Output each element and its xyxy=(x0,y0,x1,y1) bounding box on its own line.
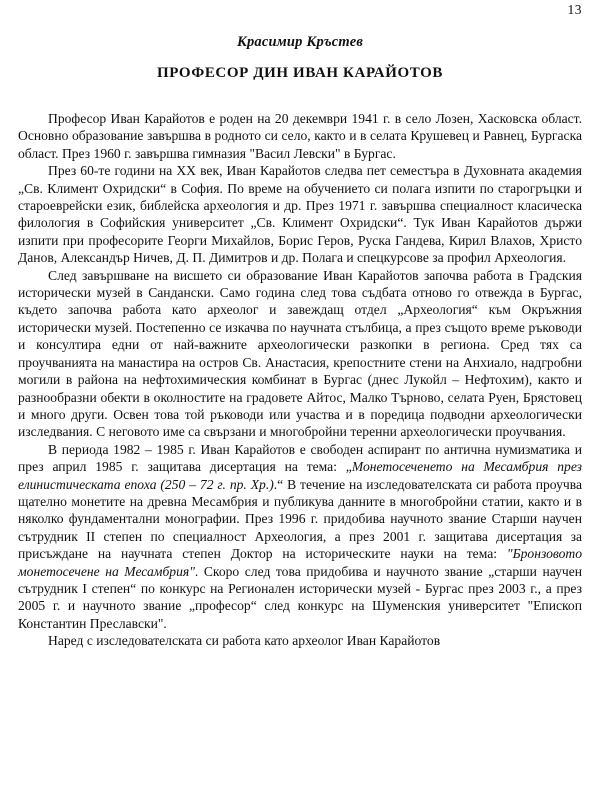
paragraph-2: През 60-те години на ХХ век, Иван Карайотов следва пет семестъра в Духовната академия „Св. Климент Охридски“ в София. По време на обучението си полага изпити по старогръцки и староеврейски език, библейска археология и др. През 1971 г. завършва специалност класическа филология в Софийския университет „Св. Климент Охридски“. Тук Иван Карайотов държи изпити при професорите Георги Михайлов, Борис Геров, Руска Гандева, Кирил Влахов, Христо Данов, Александър Ничев, Д. П. Димитров и др. Полага и спецкурсове за профил Археология. xyxy=(18,163,582,266)
title-block xyxy=(0,0,600,82)
author-name: Красимир Кръстев xyxy=(236,34,364,50)
text-run-normal-4: . Скоро след това придобива и научното звание „старши научен сътрудник I степен“ по конкурс на Регионален исторически музей - Бургас през 2003 г., а през 2005 г. и научното звание „професор“ след конкурс на Шуменския университет "Епископ Константин Преславски". xyxy=(18,563,583,631)
paragraph-3: След завършване на висшето си образование Иван Карайотов започва работа в Градския исторически музей в Сандански. Само година след това съдбата отново го отвежда в Бургас, където започва работа като археолог и завеждащ отдел „Археология“ към Окръжния исторически музей. Постепенно се изкачва по научната стълбица, а през същото време ръководи и консултира едни от най-важните археологически разкопки в региона. Сред тях са проучванията на манастира на остров Св. Анастасия, крепостните стени на Анхиало, надгробни могили в района на нефтохимическия комбинат в Бургас (днес Лукойл – Нефтохим), както и разнообразни обекти в околностите на градовете Айтос, Малко Търново, селата Руен, Брястовец и много други. Освен това той ръководи или участва и в поредица подводни археологически изследвания. С неговото име са свързани и многобройни теренни археологически проучвания. xyxy=(18,267,582,440)
paragraph-4 xyxy=(18,441,582,632)
paragraph-5: Наред с изследователската си работа като археолог Иван Карайотов xyxy=(48,633,441,649)
page-number: 13 xyxy=(567,2,582,17)
text-run-italic-1: Монетосеченето на Месамбрия през елинистическата епоха (250 – 72 г. пр. Хр.) xyxy=(18,459,582,492)
page-title: ПРОФЕСОР ДИН ИВАН КАРАЙОТОВ xyxy=(156,65,444,81)
text-run-normal-2: .“ В течение на изследователската си работа проучва щателно монетите на древна Месамбрия и публикува данните в многобройни статии, както и в няколко фундаментални монографии. През 1996 г. придобива научното звание Старши научен сътрудник II степен по специалност Археология, а през 2001 г. защитава дисертация за присъждане на научната степен Доктор на историческите науки на тема: xyxy=(18,476,582,562)
text-run-italic-3: "Бронзовото монетосечене на Месамбрия" xyxy=(18,546,582,579)
text-run-normal-0: В периода 1982 – 1985 г. Иван Карайотов е свободен аспирант по антична нумизматика и през април 1985 г. защитава дисертация на тема: „ xyxy=(18,441,582,475)
body-text xyxy=(0,110,600,650)
paragraph-1: Професор Иван Карайотов е роден на 20 декември 1941 г. в село Лозен, Хасковска област. Основно образование завършва в родното си село, както и в селата Крушевец и Равнец, Бургаска област. През 1960 г. завършва гимназия "Васил Левски" в Бургас. xyxy=(18,111,582,161)
